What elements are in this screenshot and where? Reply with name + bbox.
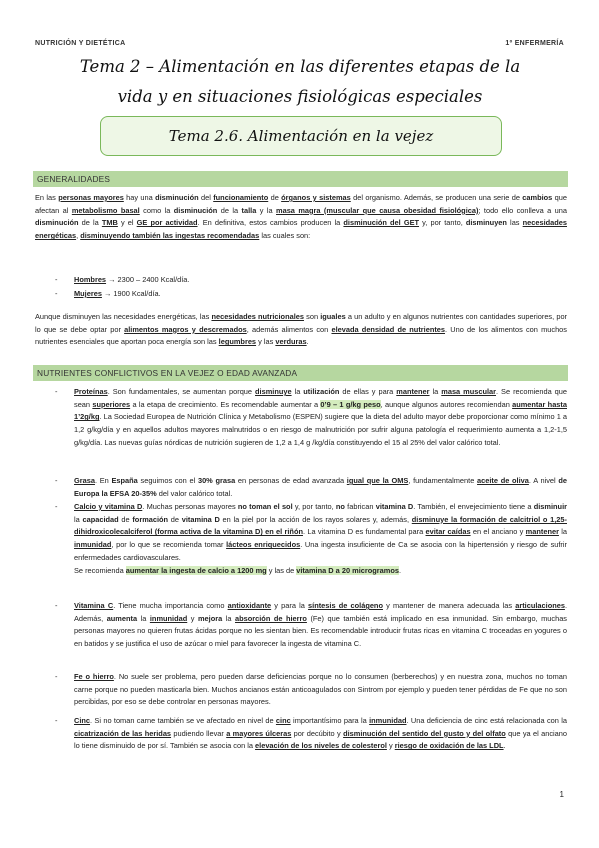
document-title <box>35 52 565 112</box>
text-run: , fundamentalmente <box>408 476 478 485</box>
text-run: . La Sociedad Europea de Nutrición Clínica y Metabolismo (ESPEN) sugiere que la dieta del adulto mayor debe proporcionar como mínimo 1 a 1,2 g/kg/día y en aquellos adultos mayores malnutridos o en riesgo de malnutrición por sufrir alguna patología el requerimiento aumenta a 1,2-1,5 g/kg/día. Las nuevas guías nórdicas de nutrición sugieren de 1,2 a 1,4 g /kg/día constituyendo el 15 al 25% del valor calórico total. <box>74 412 567 447</box>
subtitle-box <box>100 116 502 156</box>
text-run: y la <box>256 205 277 215</box>
text-run: Mujeres <box>74 289 102 298</box>
text-run: elevada densidad de nutrientes <box>331 324 446 334</box>
text-run: . Si no toman carne también se ve afectado en nivel de <box>90 716 276 725</box>
text-run: en el anciano y <box>470 527 526 537</box>
list-item-cinc <box>55 715 567 753</box>
text-run: , además alimentos con <box>246 324 332 334</box>
text-run: disminuye <box>255 387 292 396</box>
text-run: . Muchas personas mayores <box>142 502 238 511</box>
list-item-text <box>74 715 567 753</box>
text-run: disminución <box>173 205 218 215</box>
text-run: lácteos enriquecidos <box>226 540 301 550</box>
text-run: verduras <box>275 337 307 347</box>
list-item-calcio-vitamina-d <box>55 501 567 577</box>
list-item-text <box>74 386 567 450</box>
text-run: inmunidad <box>74 540 112 550</box>
text-run: que ya el anciano lo tiene disminuido de por sí. También se asocia con la <box>74 728 567 751</box>
text-run: disminución <box>155 193 199 202</box>
text-run: hay una <box>123 193 156 202</box>
text-run: del valor calórico total. <box>156 488 233 498</box>
text-run: metabolismo basal <box>71 205 140 215</box>
text-run: síntesis de colágeno <box>308 601 383 610</box>
text-run: Hombres <box>74 275 107 284</box>
text-run: a un adulto y en algunos nutrientes con cantidades superiores, por lo que se debe optar por <box>35 312 568 334</box>
text-run: Proteínas <box>74 387 108 396</box>
text-run: . Son fundamentales, se aumentan porque <box>107 387 256 396</box>
text-run: Vitamina C <box>74 601 114 610</box>
text-run: cinc <box>275 716 291 725</box>
text-run: cicatrización de las heridas <box>74 728 172 738</box>
text-run: España <box>111 476 138 485</box>
header-year: 1º ENFERMERÍA <box>505 40 564 47</box>
text-run: . Uno de los alimentos con muchos nutrientes esenciales que aportan poca energía son las <box>35 324 567 347</box>
text-run: la <box>74 514 83 524</box>
text-run: disminuye la formación de calcitriol o 1,25-dihidroxicolecalciferol (forma activa de la vitamina D) en el riñón <box>74 514 567 537</box>
text-run: y las <box>256 337 276 347</box>
text-run: alimentos magros y descremados <box>124 324 247 334</box>
text-run: mejora <box>197 613 223 623</box>
paragraph-necesidades <box>35 311 567 349</box>
text-run: y, por tanto, <box>419 218 466 228</box>
text-run: absorción de hierro <box>235 613 307 623</box>
text-run: evitar caídas <box>425 527 471 537</box>
text-run: disminuir <box>533 502 567 511</box>
text-run: 30% grasa <box>197 476 236 485</box>
text-run: Aunque disminuyen las necesidades energéticas, las <box>35 312 212 321</box>
text-run: seguimos con el <box>137 476 198 485</box>
text-run: . <box>398 565 402 575</box>
text-run: del organismo. Además, se producen una serie de <box>350 193 523 202</box>
text-run: aumentar la ingesta de calcio a 1200 mg <box>125 565 267 575</box>
text-run: y <box>386 741 395 751</box>
text-run: . No suele ser problema, pero pueden darse deficiencias porque no lo consumen (berberechos) y en nuestra zona, muchos no toman carne porque no pueden masticarla bien. Muchos ancianos están anticoagulados con Sintrom por ejemplo y pueden tener pérdidas de Fe que no son percibidas, por eso se debe controlar en personas mayores. <box>74 672 567 707</box>
text-run: legumbres <box>218 337 257 347</box>
text-run: Calcio y vitamina D <box>74 502 143 511</box>
list-item-vitamina-c <box>55 600 567 651</box>
text-run: la <box>558 527 568 537</box>
text-run: que afectan al <box>35 193 567 215</box>
text-run: personas mayores <box>58 193 124 202</box>
text-run: masa muscular <box>441 387 497 396</box>
text-run: y, por tanto, <box>292 502 336 511</box>
list-item-text <box>74 600 567 651</box>
bullet-dash: - <box>55 387 58 396</box>
subtitle: Tema 2.6. Alimentación en la vejez <box>168 127 434 145</box>
bullet-text <box>74 288 161 301</box>
text-run: . Una deficiencia de cinc está relacionada con la <box>406 716 567 725</box>
list-item-text <box>74 671 567 709</box>
text-run: , por lo que se recomienda tomar <box>111 540 227 550</box>
text-run: en la piel por la acción de los rayos solares y, además, <box>219 514 412 524</box>
text-run: la <box>222 613 236 623</box>
bullet-dash: - <box>55 601 58 610</box>
text-run: . <box>306 337 309 347</box>
text-run: son <box>303 312 321 321</box>
text-run: antioxidante <box>227 601 272 610</box>
text-run: las <box>506 218 523 228</box>
text-run: Cinc <box>74 716 91 725</box>
text-run: a la etapa de crecimiento. Es recomendable aumentar a <box>130 399 321 409</box>
text-run: la <box>137 613 150 623</box>
text-run: de <box>268 193 282 202</box>
text-run: inmunidad <box>149 613 188 623</box>
text-run: . En <box>94 476 112 485</box>
text-run: (Fe) que también está implicado en esa inmunidad. Sin embargo, muchas personas mayores no quieren frutas ácidas porque no les sientan bien. Es recomendable introducir frutas ricas en vitamina C troceadas en yogures o en batidos y se justifica el uso de azúcar o miel para favorecer la ingesta de vitamina C. <box>74 613 568 649</box>
text-run: de Europa la EFSA 20-35% <box>74 476 568 498</box>
section-heading-generalidades: GENERALIDADES <box>33 171 568 187</box>
text-run: elevación de los niveles de colesterol <box>255 741 387 751</box>
text-run: disminución del GET <box>343 218 420 228</box>
text-run: superiores <box>92 399 131 409</box>
text-run: masa magra (muscular que causa obesidad fisiológica) <box>276 205 479 215</box>
text-run: utilización <box>303 387 340 396</box>
text-run: de <box>168 514 182 524</box>
text-run: . Además, <box>74 601 567 623</box>
text-run: de ellas y para <box>339 387 397 396</box>
text-run: 0’9 – 1 g/kg peso <box>320 399 381 409</box>
text-run: disminución <box>35 218 79 228</box>
paragraph-generalidades <box>35 192 567 243</box>
text-run: importantísimo para la <box>290 716 370 725</box>
text-run: . En definitiva, estos cambios producen la <box>197 218 344 228</box>
text-run: . También, el envejecimiento tiene a <box>413 502 534 511</box>
text-run: disminuyendo también las ingestas recomendadas <box>80 231 260 241</box>
section-heading-nutrientes: NUTRIENTES CONFLICTIVOS EN LA VEJEZ O EDAD AVANZADA <box>33 365 568 381</box>
text-run: . Tiene mucha importancia como <box>113 601 228 610</box>
text-run: aumentar hasta 1’2g/kg <box>74 399 567 422</box>
text-run: mantener <box>525 527 559 537</box>
text-run: iguales <box>320 312 346 321</box>
text-run: de la <box>78 218 102 228</box>
text-run: en personas de edad avanzada <box>235 476 347 485</box>
text-run: Grasa <box>74 476 95 485</box>
text-run: talla <box>241 205 257 215</box>
page-number: 1 <box>559 790 564 799</box>
bullet-dash: - <box>55 476 58 485</box>
text-run: Fe o hierro <box>74 672 114 681</box>
text-run: la <box>291 387 304 396</box>
text-run: vitamina D a 20 microgramos <box>296 565 399 575</box>
text-run: y las de <box>266 565 297 575</box>
text-run: → 2300 – 2400 Kcal/día. <box>106 275 190 284</box>
list-item-hierro <box>55 671 567 709</box>
text-run: , <box>76 231 81 241</box>
text-run: y mantener de manera adecuada las <box>382 601 516 610</box>
bullet-text <box>74 274 189 287</box>
text-run: capacidad <box>82 514 119 524</box>
text-run: formación <box>132 514 169 524</box>
text-run: . Se recomienda que sean <box>74 387 567 409</box>
text-run: . Una ingesta insuficiente de Ca se asocia con la hipertensión y riesgo de sufrir enfermedades cardiovasculares. <box>74 540 567 562</box>
text-run: vitamina D <box>375 502 414 511</box>
text-run: En las <box>35 193 59 202</box>
text-run: aumenta <box>106 613 138 623</box>
list-item-proteinas <box>55 386 567 450</box>
bullet-dash: - <box>55 275 58 284</box>
header-course: NUTRICIÓN Y DIETÉTICA <box>35 40 126 47</box>
text-run: riesgo de oxidación de las LDL <box>394 741 504 751</box>
text-run: disminuyen <box>465 218 507 228</box>
text-run: necesidades energéticas <box>35 218 567 241</box>
text-run: y el <box>117 218 137 228</box>
text-run: y para la <box>271 601 309 610</box>
list-item-text <box>74 501 567 577</box>
list-item-grasa <box>55 475 567 500</box>
text-run: inmunidad <box>369 716 407 725</box>
text-run: vitamina D <box>181 514 220 524</box>
text-run: TMB <box>101 218 118 228</box>
text-run: . La vitamina D es fundamental para <box>302 527 426 537</box>
title-line-1: Tema 2 – Alimentación en las diferentes etapas de la <box>79 57 521 76</box>
text-run: GE por actividad <box>136 218 198 228</box>
bullet-dash: - <box>55 672 58 681</box>
title-line-2: vida y en situaciones fisiológicas especiales <box>117 87 483 106</box>
text-run: a mayores úlceras <box>226 728 292 738</box>
text-run: necesidades nutricionales <box>211 312 304 321</box>
text-run: de la <box>217 205 242 215</box>
text-run: y <box>187 613 198 623</box>
bullet-dash: - <box>55 716 58 725</box>
text-run: cambios <box>522 193 553 202</box>
text-run: igual que la OMS <box>346 476 409 485</box>
list-item-text <box>74 475 567 500</box>
text-run: no toman el sol <box>237 502 293 511</box>
text-run: las cuales son: <box>259 231 311 241</box>
text-run: del <box>198 193 214 202</box>
text-run: mantener <box>396 387 430 396</box>
text-run: ; todo ello conlleva a una <box>478 205 567 215</box>
bullet-dash: - <box>55 502 58 511</box>
text-run: órganos y sistemas <box>281 193 351 202</box>
text-run: como la <box>139 205 174 215</box>
text-run: no <box>335 502 345 511</box>
text-run: de <box>118 514 133 524</box>
text-run: aceite de oliva <box>477 476 529 485</box>
text-run: la <box>429 387 442 396</box>
text-run: . <box>503 741 506 751</box>
text-run: fabrican <box>344 502 376 511</box>
text-run: articulaciones <box>515 601 565 610</box>
text-run: funcionamiento <box>213 193 269 202</box>
text-run: . A nivel <box>528 476 559 485</box>
text-run: → 1900 Kcal/día. <box>101 289 161 298</box>
bullet-dash: - <box>55 289 58 298</box>
text-run: por decúbito y <box>291 728 344 738</box>
text-run: , aunque algunos autores recomiendan <box>380 399 513 409</box>
text-run: Se recomienda <box>74 565 126 575</box>
text-run: pudiendo llevar <box>171 728 227 738</box>
text-run: disminución del sentido del gusto y del olfato <box>343 728 506 738</box>
